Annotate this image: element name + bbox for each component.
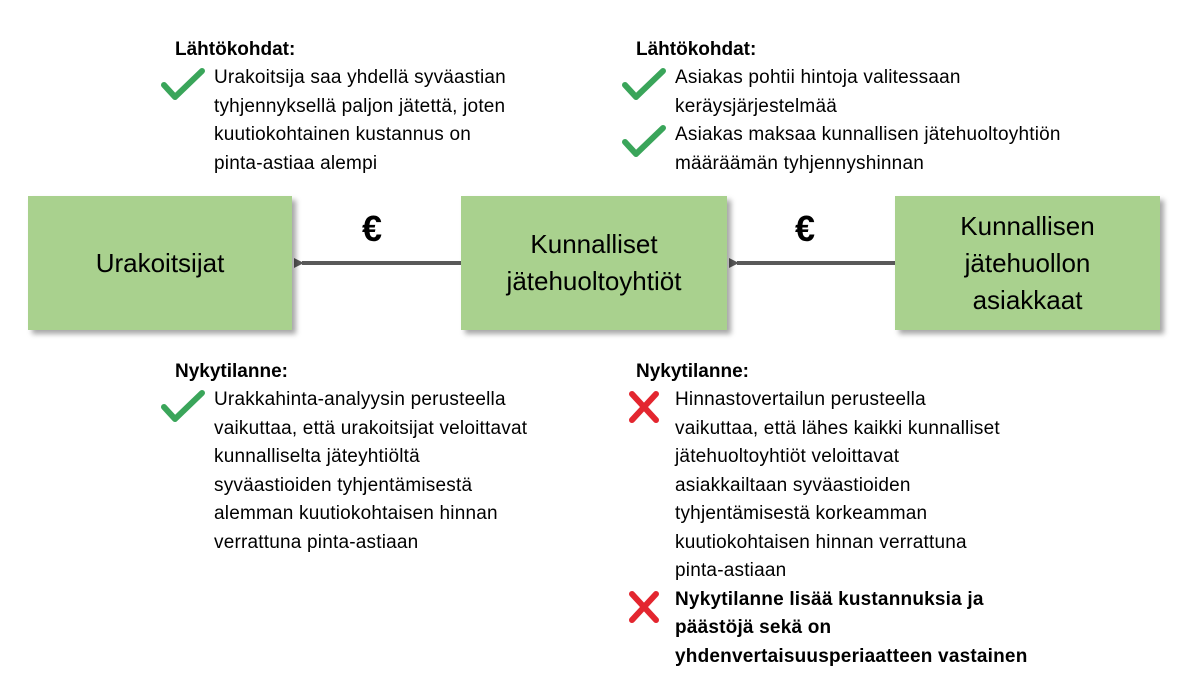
text-line: vaikuttaa, että lähes kaikki kunnalliset [675,417,1000,439]
text-line: verrattuna pinta-astiaan [214,531,419,553]
section-bottom-right [636,358,1028,671]
text-line: Asiakas maksaa kunnallisen jätehuoltoyhtiön [675,124,1061,145]
text-line: kuutiokohtaisen hinnan verrattuna [675,531,967,553]
text-line: yhdenvertaisuusperiaatteen vastainen [675,645,1028,667]
text-line: vaikuttaa, että urakoitsijat veloittavat [214,417,528,439]
text-line: tyhjennyksellä paljon jätettä, joten [214,95,506,117]
list-item [630,586,1028,672]
text-line: Asiakas pohtii hintoja valitessaan [675,67,961,88]
text-line: keräysjärjestelmää [675,95,837,117]
text-line: asiakkailtaan syväastioiden [675,474,911,496]
box-label: asiakkaat [972,284,1083,315]
text-line: Urakoitsija saa yhdellä syväastian [214,67,506,88]
section-heading: Nykytilanne: [636,361,749,382]
list-item [169,386,527,557]
section-heading: Nykytilanne: [175,361,288,382]
box-label: Urakoitsijat [95,247,225,278]
text-line: jätehuoltoyhtiöt veloittavat [675,446,900,467]
text-line: pinta-astiaan [675,560,787,581]
text-line: kuutiokohtainen kustannus on [214,124,472,145]
box-label: jätehuoltoyhtiöt [506,266,682,296]
box-label: Kunnallisen [960,210,1095,241]
text-line: alemman kuutiokohtaisen hinnan [214,503,498,524]
box-kunnalliset-jatehuoltoyhtiot [461,196,727,330]
cross-icon [622,390,666,424]
text-line: pinta-astiaa alempi [214,152,378,174]
box-label: Kunnalliset [530,229,658,259]
section-bottom-left [175,358,527,557]
text-line: Hinnastovertailun perusteella [675,389,926,410]
cross-icon [622,590,666,624]
text-line: Urakkahinta-analyysin perusteella [214,389,506,410]
text-line: päästöjä sekä on [675,617,832,638]
euro-symbol: € [795,208,816,249]
box-urakoitsijat [28,196,292,330]
check-icon [161,390,205,424]
euro-symbol: € [362,208,383,249]
text-line: syväastioiden tyhjentämisestä [214,474,473,496]
text-line: tyhjentämisestä korkeamman [675,503,928,524]
section-heading: Lähtökohdat: [636,39,757,60]
text-line: kunnalliselta jäteyhtiöltä [214,446,420,467]
text-line: Nykytilanne lisää kustannuksia ja [675,588,984,610]
section-heading: Lähtökohdat: [175,39,296,60]
box-jatehuollon-asiakkaat [895,196,1160,330]
box-label: jätehuollon [964,247,1091,278]
list-item [630,386,1028,586]
text-line: määräämän tyhjennyshinnan [675,152,924,174]
